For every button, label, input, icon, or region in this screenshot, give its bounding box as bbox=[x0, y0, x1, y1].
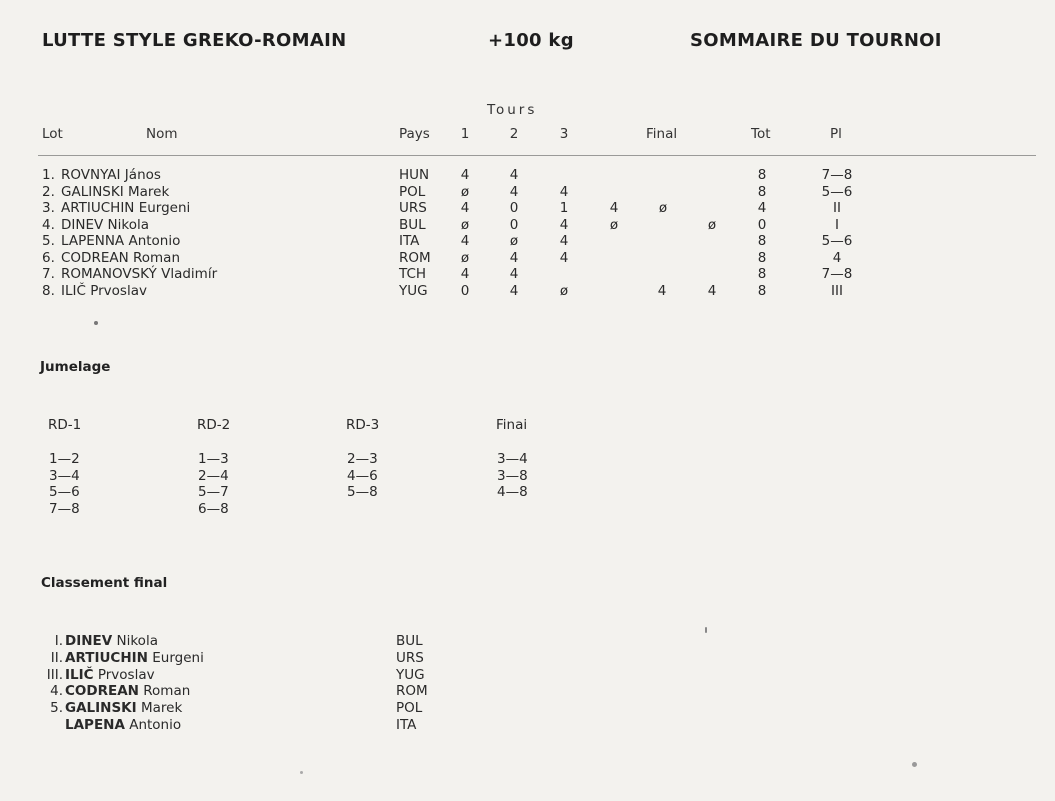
finalist-surname: DINEV bbox=[65, 633, 113, 649]
round-label: Finai bbox=[496, 417, 528, 433]
row-name: ARTIUCHIN Eurgeni bbox=[61, 200, 191, 216]
finalist-name bbox=[65, 700, 182, 717]
pairing: 1—3 bbox=[198, 451, 229, 467]
finalist-country: BUL bbox=[396, 633, 423, 649]
row-pays: TCH bbox=[399, 266, 427, 282]
row-name: DINEV Nikola bbox=[61, 216, 150, 233]
row-tour-1: 4 bbox=[460, 233, 470, 249]
finalist-surname: ILIČ bbox=[65, 666, 94, 683]
row-tour-2: 4 bbox=[509, 282, 519, 299]
pairing: 3—8 bbox=[497, 467, 528, 484]
col-tour-3: 3 bbox=[559, 126, 569, 142]
row-tour-3: 4 bbox=[559, 233, 569, 249]
finalist-given-name: Roman bbox=[138, 683, 191, 700]
col-lot: Lot bbox=[42, 126, 63, 142]
pairing: 5—6 bbox=[49, 484, 80, 500]
finalist-name bbox=[65, 650, 204, 667]
row-tour-1: ø bbox=[460, 216, 470, 233]
row-tour-2: 4 bbox=[509, 183, 519, 200]
finalist-country: POL bbox=[396, 700, 423, 717]
pairing: 1—2 bbox=[49, 451, 80, 467]
row-tour-2: 4 bbox=[509, 266, 519, 282]
col-pl: Pl bbox=[830, 126, 842, 142]
row-lot: 6. bbox=[42, 249, 55, 266]
rank: 5. bbox=[50, 700, 63, 717]
rank: 4. bbox=[50, 683, 63, 700]
row-tour-2: 0 bbox=[509, 200, 519, 216]
row-final-2: ø bbox=[658, 200, 668, 216]
pairing: 4—6 bbox=[347, 467, 378, 484]
row-tour-2: 4 bbox=[509, 167, 519, 183]
row-pl: III bbox=[831, 282, 843, 299]
row-pl: 5—6 bbox=[821, 233, 853, 249]
finalist-given-name: Marek bbox=[136, 700, 183, 717]
row-name: ILIČ Prvoslav bbox=[61, 282, 147, 299]
row-name: ROMANOVSKÝ Vladimír bbox=[61, 266, 218, 282]
rank: II. bbox=[50, 649, 63, 666]
pairing: 3—4 bbox=[497, 451, 528, 467]
pairing: 4—8 bbox=[497, 484, 528, 500]
row-tour-2: ø bbox=[509, 233, 519, 249]
row-tour-2: 4 bbox=[509, 249, 519, 266]
row-pays: BUL bbox=[399, 216, 426, 233]
finalist-given-name: Eurgeni bbox=[147, 649, 204, 666]
row-tour-1: ø bbox=[460, 183, 470, 200]
finalist-surname: ARTIUCHIN bbox=[65, 649, 148, 666]
row-final-1: 4 bbox=[609, 200, 619, 216]
classement-title: Classement final bbox=[41, 575, 168, 591]
finalist-given-name: Antonio bbox=[124, 717, 182, 733]
col-pays: Pays bbox=[399, 126, 430, 142]
row-lot: 8. bbox=[42, 282, 55, 299]
event-title: LUTTE STYLE GREKO-ROMAIN bbox=[42, 30, 347, 51]
row-pays: ROM bbox=[399, 249, 431, 266]
row-pl: 7—8 bbox=[821, 266, 853, 282]
finalist-surname: GALINSKI bbox=[65, 700, 137, 717]
row-lot: 1. bbox=[42, 167, 55, 183]
row-pays: ITA bbox=[399, 233, 420, 249]
row-pl: I bbox=[835, 216, 839, 233]
row-tour-3: 4 bbox=[559, 249, 569, 266]
round-label: RD-3 bbox=[346, 417, 380, 433]
finalist-surname: LAPENA bbox=[65, 717, 125, 733]
jumelage-title: Jumelage bbox=[40, 359, 111, 375]
row-pl: 5—6 bbox=[821, 183, 853, 200]
row-lot: 5. bbox=[42, 233, 55, 249]
row-name: ROVNYAI János bbox=[61, 167, 161, 183]
row-final-1: ø bbox=[609, 216, 619, 233]
round-label: RD-1 bbox=[48, 417, 82, 433]
row-tot: 8 bbox=[757, 233, 767, 249]
row-final-4: 4 bbox=[707, 282, 717, 299]
finalist-surname: CODREAN bbox=[65, 683, 139, 700]
pairing: 5—7 bbox=[198, 484, 229, 500]
col-nom: Nom bbox=[146, 126, 178, 142]
finalist-given-name: Nikola bbox=[112, 633, 158, 649]
summary-title: SOMMAIRE DU TOURNOI bbox=[690, 30, 942, 51]
scan-speck bbox=[705, 627, 707, 633]
row-tour-3: 4 bbox=[559, 183, 569, 200]
row-tour-1: 0 bbox=[460, 282, 470, 299]
tours-label: Tours bbox=[487, 102, 538, 118]
weight-class: +100 kg bbox=[488, 30, 574, 51]
row-pl: 7—8 bbox=[821, 167, 853, 183]
round-label: RD-2 bbox=[197, 417, 231, 433]
finalist-country: ITA bbox=[396, 717, 417, 733]
row-tour-2: 0 bbox=[509, 216, 519, 233]
row-pl: 4 bbox=[832, 249, 842, 266]
row-tour-3: 1 bbox=[559, 200, 569, 216]
row-tour-3: 4 bbox=[559, 216, 569, 233]
pairing: 6—8 bbox=[198, 500, 229, 517]
col-tour-1: 1 bbox=[460, 126, 470, 142]
scan-speck bbox=[912, 762, 917, 767]
pairing: 3—4 bbox=[49, 467, 80, 484]
row-name: LAPENNA Antonio bbox=[61, 233, 181, 249]
finalist-country: YUG bbox=[396, 666, 425, 683]
row-lot: 4. bbox=[42, 216, 55, 233]
row-tot: 8 bbox=[757, 282, 767, 299]
col-final: Final bbox=[646, 126, 678, 142]
finalist-country: ROM bbox=[396, 683, 428, 700]
pairing: 5—8 bbox=[347, 484, 378, 500]
row-tot: 8 bbox=[757, 183, 767, 200]
row-name: GALINSKI Marek bbox=[61, 183, 170, 200]
row-lot: 3. bbox=[42, 200, 55, 216]
scan-speck bbox=[94, 321, 98, 325]
header-divider bbox=[38, 155, 1036, 156]
col-tot: Tot bbox=[751, 126, 771, 142]
finalist-name bbox=[65, 717, 181, 734]
pairing: 2—3 bbox=[347, 451, 378, 467]
row-tot: 8 bbox=[757, 167, 767, 183]
row-tour-1: 4 bbox=[460, 266, 470, 282]
row-pays: POL bbox=[399, 183, 426, 200]
row-final-4: ø bbox=[707, 216, 717, 233]
row-tot: 4 bbox=[757, 200, 767, 216]
finalist-country: URS bbox=[396, 649, 424, 666]
finalist-name bbox=[65, 633, 158, 650]
row-tot: 8 bbox=[757, 266, 767, 282]
row-tour-1: 4 bbox=[460, 167, 470, 183]
col-tour-2: 2 bbox=[509, 126, 519, 142]
scan-speck bbox=[300, 771, 303, 774]
row-lot: 7. bbox=[42, 266, 55, 282]
finalist-name bbox=[65, 667, 155, 684]
row-pays: URS bbox=[399, 200, 427, 216]
finalist-given-name: Prvoslav bbox=[93, 666, 155, 683]
pairing: 2—4 bbox=[198, 467, 229, 484]
rank: III. bbox=[46, 666, 63, 683]
row-pays: HUN bbox=[399, 167, 430, 183]
row-pays: YUG bbox=[399, 282, 428, 299]
pairing: 7—8 bbox=[49, 500, 80, 517]
row-tour-1: ø bbox=[460, 249, 470, 266]
row-tot: 8 bbox=[757, 249, 767, 266]
row-lot: 2. bbox=[42, 183, 55, 200]
finalist-name bbox=[65, 683, 190, 700]
row-tot: 0 bbox=[757, 216, 767, 233]
row-tour-1: 4 bbox=[460, 200, 470, 216]
row-tour-3: ø bbox=[559, 282, 569, 299]
rank: I. bbox=[54, 633, 63, 649]
row-pl: II bbox=[833, 200, 841, 216]
row-final-3: 4 bbox=[657, 282, 667, 299]
row-name: CODREAN Roman bbox=[61, 249, 180, 266]
